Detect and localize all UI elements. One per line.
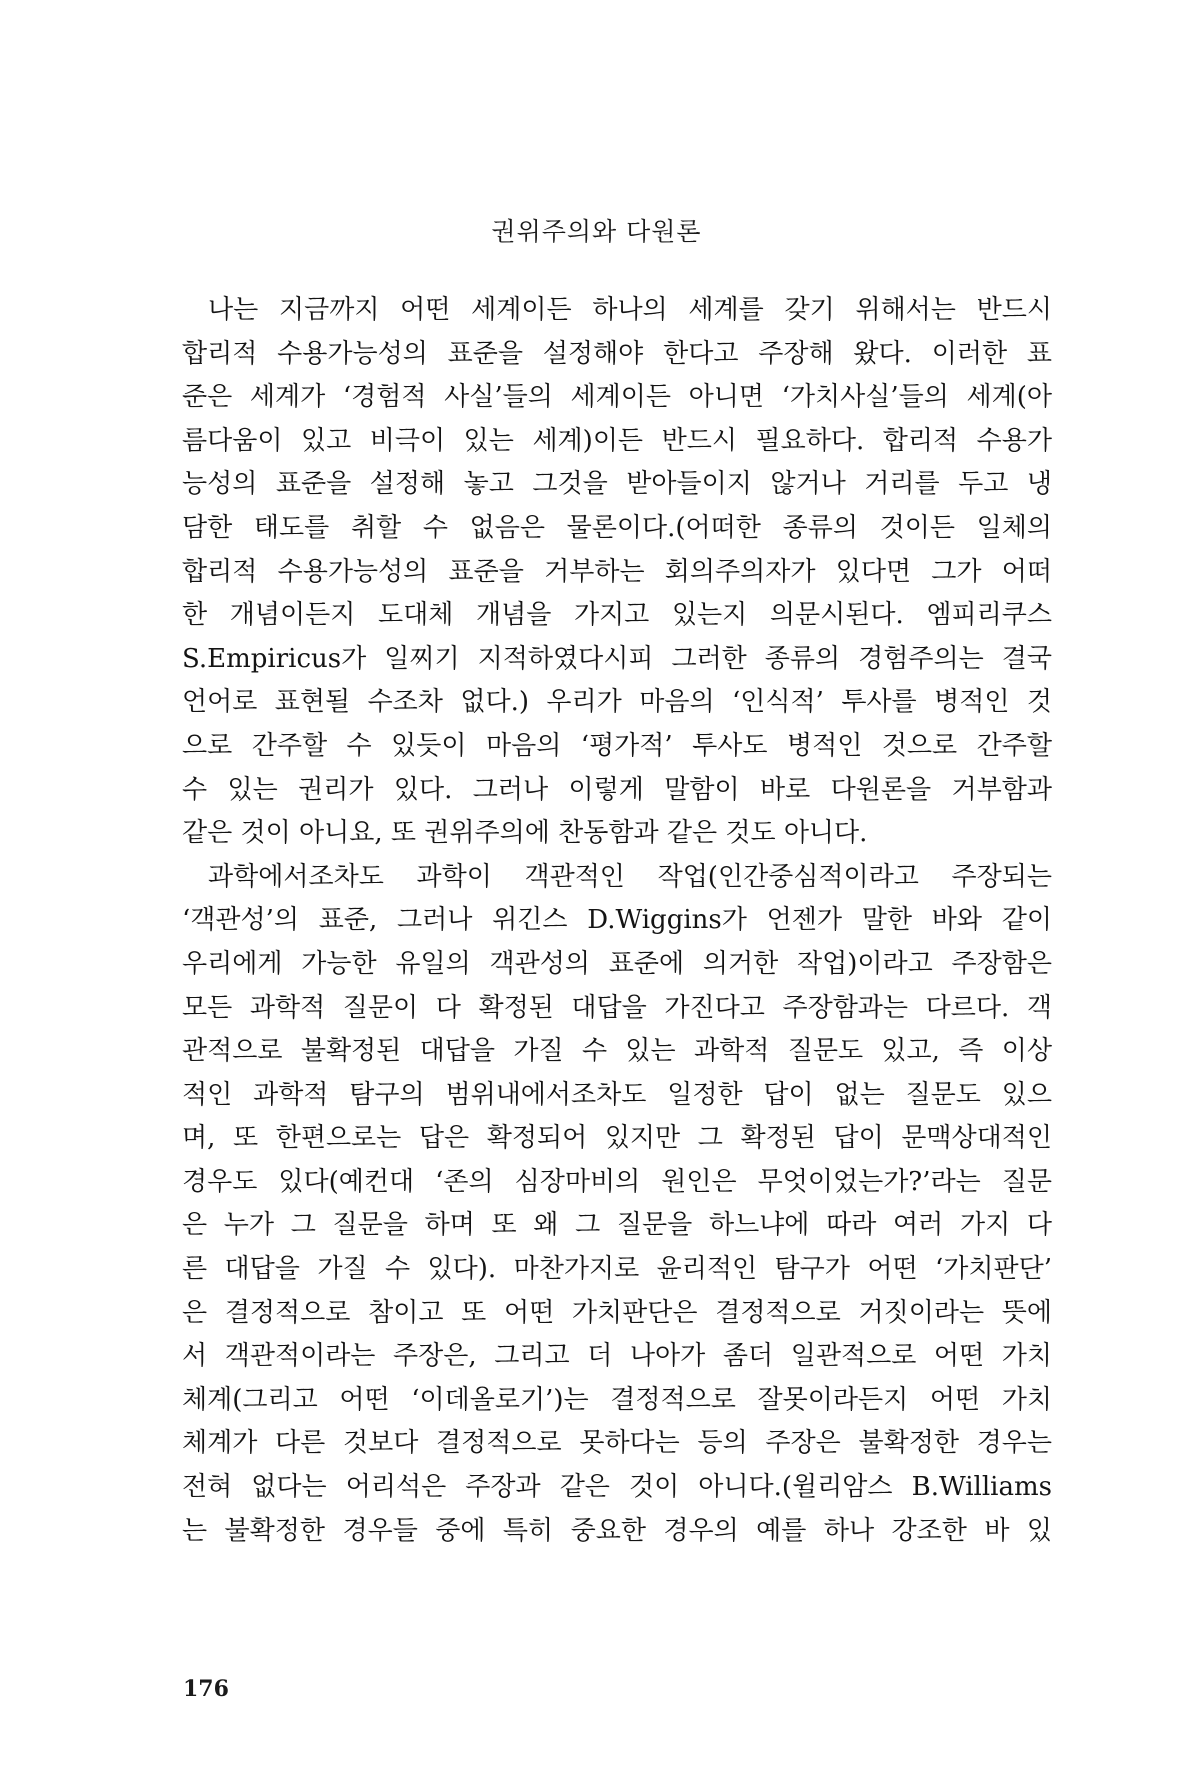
text-line: 은 결정적으로 참이고 또 어떤 가치판단은 결정적으로 거짓이라는 뜻에 (182, 1297, 1052, 1328)
text-line: 나는 지금까지 어떤 세계이든 하나의 세계를 갖기 위해서는 반드시 (208, 295, 1052, 325)
text-line: 으로 간주할 수 있듯이 마음의 ‘평가적’ 투사도 병적인 것으로 간주할 (182, 730, 1052, 761)
running-head: 권위주의와 다원론 (491, 217, 702, 246)
text-line: 은 누가 그 질문을 하며 또 왜 그 질문을 하느냐에 따라 여러 가지 다 (182, 1210, 1052, 1241)
text-line: 우리에게 가능한 유일의 객관성의 표준에 의거한 작업)이라고 주장함은 (182, 948, 1052, 979)
text-line: 같은 것이 아니요, 또 권위주의에 찬동함과 같은 것도 아니다. (182, 818, 868, 849)
text-line: 적인 과학적 탐구의 범위내에서조차도 일정한 답이 없는 질문도 있으 (182, 1079, 1052, 1110)
text-line: 관적으로 불확정된 대답을 가질 수 있는 과학적 질문도 있고, 즉 이상 (182, 1036, 1052, 1067)
text-line: 체계(그리고 어떤 ‘이데올로기’)는 결정적으로 잘못이라든지 어떤 가치 (182, 1384, 1052, 1415)
text-line: 며, 또 한편으로는 답은 확정되어 있지만 그 확정된 답이 문맥상대적인 (182, 1123, 1052, 1154)
text-line: 한 개념이든지 도대체 개념을 가지고 있는지 의문시된다. 엠피리쿠스 (182, 600, 1052, 631)
text-line: 전혀 없다는 어리석은 주장과 같은 것이 아니다.(윌리암스 B.Williams (182, 1472, 1052, 1503)
text-line: 름다움이 있고 비극이 있는 세계)이든 반드시 필요하다. 합리적 수용가 (182, 425, 1052, 456)
text-line: 경우도 있다(예컨대 ‘존의 심장마비의 원인은 무엇이었는가?’라는 질문 (182, 1166, 1052, 1197)
text-line: 준은 세계가 ‘경험적 사실’들의 세계이든 아니면 ‘가치사실’들의 세계(아 (182, 382, 1052, 413)
text-line: 합리적 수용가능성의 표준을 설정해야 한다고 주장해 왔다. 이러한 표 (182, 338, 1052, 369)
text-line: 언어로 표현될 수조차 없다.) 우리가 마음의 ‘인식적’ 투사를 병적인 것 (182, 687, 1052, 718)
text-line: 과학에서조차도 과학이 객관적인 작업(인간중심적이라고 주장되는 (208, 861, 1052, 892)
text-line: 능성의 표준을 설정해 놓고 그것을 받아들이지 않거나 거리를 두고 냉 (182, 469, 1052, 500)
text-line: 체계가 다른 것보다 결정적으로 못하다는 등의 주장은 불확정한 경우는 (182, 1428, 1052, 1459)
body-text (182, 289, 1052, 1553)
text-line: 담한 태도를 취할 수 없음은 물론이다.(어떠한 종류의 것이든 일체의 (182, 512, 1052, 543)
text-line: 수 있는 권리가 있다. 그러나 이렇게 말함이 바로 다원론을 거부함과 (182, 774, 1052, 805)
page-number: 176 (183, 1676, 229, 1702)
text-line: 른 대답을 가질 수 있다). 마찬가지로 윤리적인 탐구가 어떤 ‘가치판단’ (182, 1254, 1052, 1285)
text-line: S.Empiricus가 일찌기 지적하였다시피 그러한 종류의 경험주의는 결국 (182, 643, 1052, 674)
text-line: 모든 과학적 질문이 다 확정된 대답을 가진다고 주장함과는 다르다. 객 (182, 992, 1052, 1023)
text-line: ‘객관성’의 표준, 그러나 위긴스 D.Wiggins가 언젠가 말한 바와 같이 (182, 905, 1052, 936)
text-line: 는 불확정한 경우들 중에 특히 중요한 경우의 예를 하나 강조한 바 있 (182, 1515, 1052, 1546)
text-line: 서 객관적이라는 주장은, 그리고 더 나아가 좀더 일관적으로 어떤 가치 (182, 1341, 1052, 1372)
text-line: 합리적 수용가능성의 표준을 거부하는 회의주의자가 있다면 그가 어떠 (182, 556, 1052, 587)
